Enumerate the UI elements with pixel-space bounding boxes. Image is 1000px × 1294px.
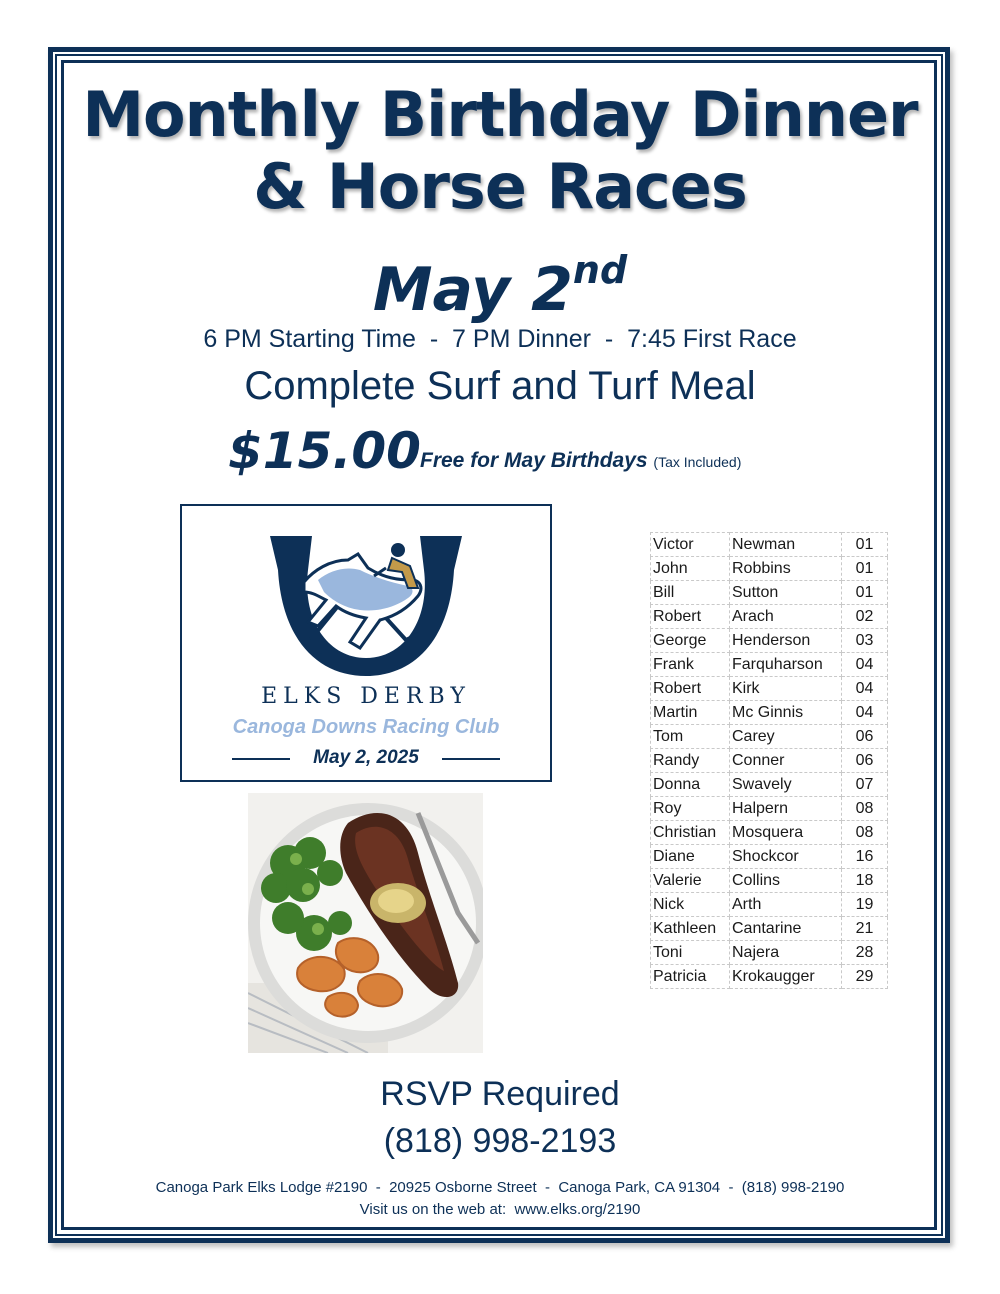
first-name-cell: Christian	[651, 821, 730, 845]
event-date-suffix: nd	[572, 248, 628, 292]
last-name-cell: Newman	[730, 533, 842, 557]
meal-description: Complete Surf and Turf Meal	[244, 364, 756, 408]
price-row	[228, 418, 828, 488]
logo-rule-right	[442, 758, 500, 760]
footer-address: Canoga Park Elks Lodge #2190 - 20925 Osborne Street - Canoga Park, CA 91304 - (818) 998-2190	[155, 1179, 845, 1196]
last-name-cell: Halpern	[730, 797, 842, 821]
day-cell: 08	[842, 821, 888, 845]
title-line-1: Monthly Birthday Dinner	[82, 78, 918, 151]
first-name-cell: Victor	[651, 533, 730, 557]
table-row	[651, 653, 888, 677]
day-cell: 02	[842, 605, 888, 629]
first-name-cell: Martin	[651, 701, 730, 725]
logo-date: May 2, 2025	[313, 747, 419, 768]
day-cell: 19	[842, 893, 888, 917]
logo-club: Canoga Downs Racing Club	[232, 716, 500, 738]
first-name-cell: Frank	[651, 653, 730, 677]
logo-date-row	[232, 744, 500, 772]
table-row	[651, 893, 888, 917]
day-cell: 06	[842, 749, 888, 773]
table-row	[651, 917, 888, 941]
event-date-main: May 2	[372, 255, 573, 325]
table-row	[651, 845, 888, 869]
table-row	[651, 557, 888, 581]
table-row	[651, 701, 888, 725]
elks-derby-logo	[180, 504, 552, 782]
day-cell: 29	[842, 965, 888, 989]
footer-web: Visit us on the web at: www.elks.org/2190	[359, 1201, 641, 1218]
day-cell: 28	[842, 941, 888, 965]
first-name-cell: Donna	[651, 773, 730, 797]
last-name-cell: Robbins	[730, 557, 842, 581]
last-name-cell: Shockcor	[730, 845, 842, 869]
first-name-cell: Tom	[651, 725, 730, 749]
last-name-cell: Mc Ginnis	[730, 701, 842, 725]
table-row	[651, 869, 888, 893]
day-cell: 06	[842, 725, 888, 749]
last-name-cell: Henderson	[730, 629, 842, 653]
first-name-cell: George	[651, 629, 730, 653]
first-name-cell: John	[651, 557, 730, 581]
event-times: 6 PM Starting Time - 7 PM Dinner - 7:45 First Race	[203, 325, 797, 353]
last-name-cell: Krokaugger	[730, 965, 842, 989]
steak-shrimp-broccoli-plate-image	[248, 793, 483, 1053]
last-name-cell: Arach	[730, 605, 842, 629]
last-name-cell: Carey	[730, 725, 842, 749]
day-cell: 04	[842, 653, 888, 677]
birthday-table	[650, 532, 888, 989]
first-name-cell: Robert	[651, 605, 730, 629]
rsvp-label: RSVP Required	[380, 1075, 620, 1113]
last-name-cell: Farquharson	[730, 653, 842, 677]
last-name-cell: Swavely	[730, 773, 842, 797]
price: $15.00	[228, 422, 421, 480]
table-row	[651, 581, 888, 605]
event-date	[0, 236, 1000, 330]
last-name-cell: Cantarine	[730, 917, 842, 941]
first-name-cell: Kathleen	[651, 917, 730, 941]
tax-note: (Tax Included)	[653, 454, 742, 470]
first-name-cell: Roy	[651, 797, 730, 821]
day-cell: 16	[842, 845, 888, 869]
day-cell: 21	[842, 917, 888, 941]
day-cell: 04	[842, 677, 888, 701]
day-cell: 01	[842, 581, 888, 605]
title-line-2: & Horse Races	[253, 150, 747, 223]
table-row	[651, 941, 888, 965]
table-row	[651, 533, 888, 557]
last-name-cell: Collins	[730, 869, 842, 893]
rsvp-phone: (818) 998-2193	[383, 1122, 617, 1160]
table-row	[651, 773, 888, 797]
first-name-cell: Valerie	[651, 869, 730, 893]
last-name-cell: Mosquera	[730, 821, 842, 845]
free-note-text: Free for May Birthdays	[420, 449, 648, 472]
day-cell: 07	[842, 773, 888, 797]
table-row	[651, 821, 888, 845]
logo-name: ELKS DERBY	[261, 684, 471, 709]
first-name-cell: Nick	[651, 893, 730, 917]
day-cell: 08	[842, 797, 888, 821]
table-row	[651, 965, 888, 989]
table-row	[651, 677, 888, 701]
day-cell: 01	[842, 533, 888, 557]
first-name-cell: Robert	[651, 677, 730, 701]
first-name-cell: Diane	[651, 845, 730, 869]
day-cell: 01	[842, 557, 888, 581]
table-row	[651, 725, 888, 749]
table-row	[651, 797, 888, 821]
last-name-cell: Najera	[730, 941, 842, 965]
last-name-cell: Kirk	[730, 677, 842, 701]
horseshoe-horse-rider-icon	[268, 530, 464, 680]
table-row	[651, 749, 888, 773]
last-name-cell: Sutton	[730, 581, 842, 605]
first-name-cell: Toni	[651, 941, 730, 965]
first-name-cell: Bill	[651, 581, 730, 605]
last-name-cell: Conner	[730, 749, 842, 773]
last-name-cell: Arth	[730, 893, 842, 917]
free-note	[420, 448, 741, 475]
first-name-cell: Patricia	[651, 965, 730, 989]
table-row	[651, 605, 888, 629]
day-cell: 18	[842, 869, 888, 893]
day-cell: 04	[842, 701, 888, 725]
day-cell: 03	[842, 629, 888, 653]
first-name-cell: Randy	[651, 749, 730, 773]
table-row	[651, 629, 888, 653]
